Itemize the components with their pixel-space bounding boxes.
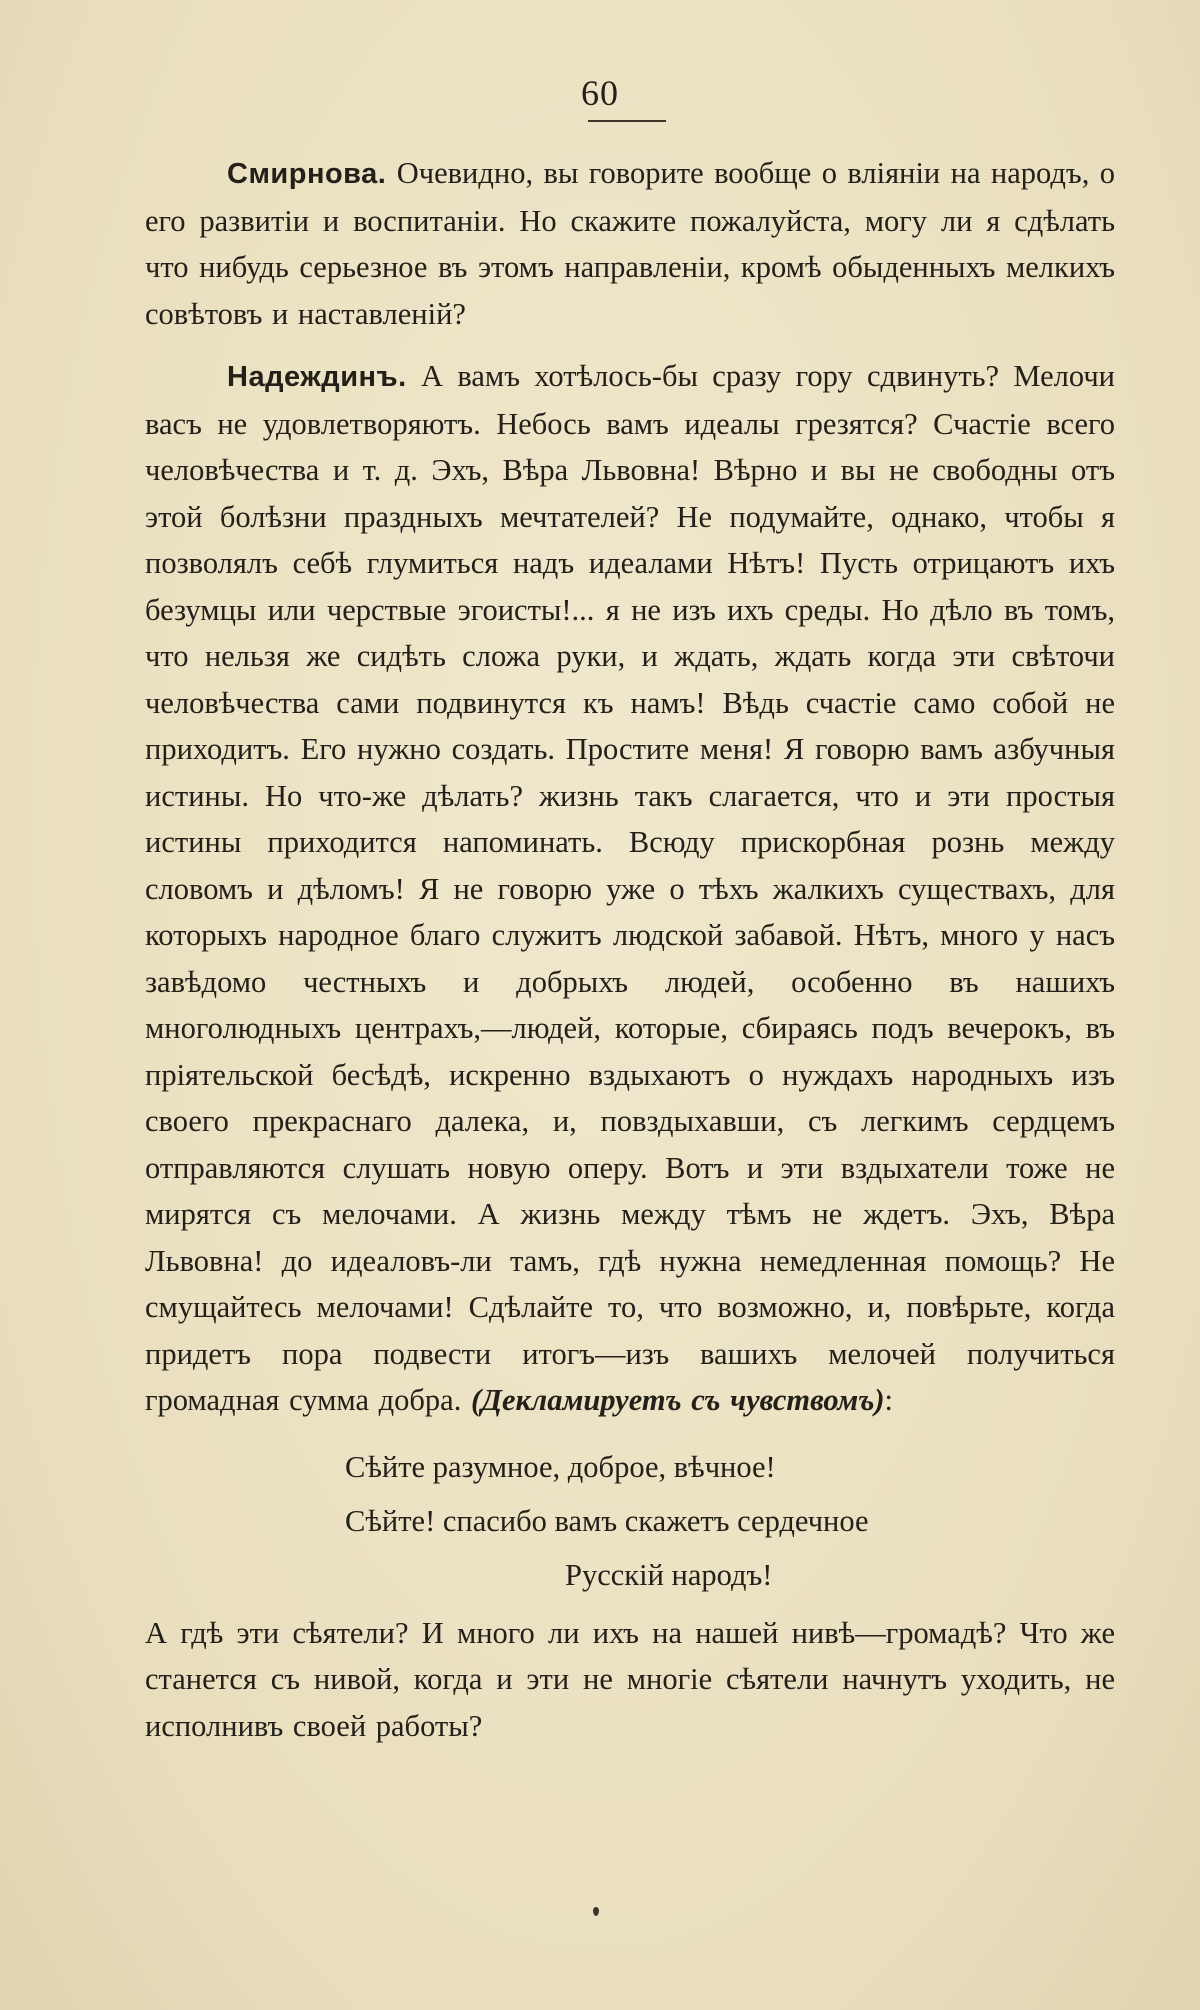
page-number: 60	[581, 73, 619, 113]
speaker-name: Смирнова.	[227, 158, 387, 190]
paragraph-text: Очевидно, вы говорите вообще о вліяніи на народъ, о его развитіи и воспитаніи. Но скажите пожалуйста, могу ли я сдѣлать что нибудь серьезное въ этомъ направленіи, кромѣ обыденныхъ мелкихъ совѣтовъ и наставленій?	[145, 156, 1115, 331]
paragraph-nadezhdin	[145, 353, 1115, 1424]
paragraph-continuation: А гдѣ эти сѣятели? И много ли ихъ на нашей нивѣ—громадѣ? Что же станется съ нивой, когда и эти не многіе сѣятели начнутъ уходить, не исполнивъ своей работы?	[145, 1615, 1115, 1743]
punctuation: :	[884, 1383, 894, 1417]
printer-mark-dot	[593, 1907, 599, 1916]
verse-line: Русскій народъ!	[565, 1557, 773, 1592]
verse-line: Сѣйте разумное, доброе, вѣчное!	[345, 1449, 776, 1484]
page-text	[145, 150, 1115, 1765]
paragraph-text: А вамъ хотѣлось-бы сразу гору сдвинуть? Мелочи васъ не удовлетворяютъ. Небось вамъ идеалы грезятся? Счастіе всего человѣчества и т. д. Эхъ, Вѣра Львовна! Вѣрно и вы не свободны отъ этой болѣзни праздныхъ мечтателей? Не подумайте, однако, чтобы я позволялъ себѣ глумиться надъ идеалами Нѣтъ! Пусть отрицаютъ ихъ безумцы или черствые эгоисты!... я не изъ ихъ среды. Но дѣло въ томъ, что нельзя же сидѣть сложа руки, и ждать, ждать когда эти свѣточи человѣчества сами подвинутся къ намъ! Вѣдь счастіе само собой не приходитъ. Его нужно создать. Простите меня! Я говорю вамъ азбучныя истины. Но что-же дѣлать? жизнь такъ слагается, что и эти простыя истины приходится напоминать. Всюду прискорбная рознь между словомъ и дѣломъ! Я не говорю уже о тѣхъ жалкихъ существахъ, для которыхъ народное благо служитъ людской забавой. Нѣтъ, много у насъ завѣдомо честныхъ и добрыхъ людей, особенно въ нашихъ многолюдныхъ центрахъ,—людей, которые, сбираясь подъ вечерокъ, въ пріятельской бесѣдѣ, искренно вздыхаютъ о нуждахъ народныхъ изъ своего прекраснаго далека, и, повздыхавши, съ легкимъ сердцемъ отправляются слушать новую оперу. Вотъ и эти вздыхатели тоже не мирятся съ мелочами. А жизнь между тѣмъ не ждетъ. Эхъ, Вѣра Львовна! до идеаловъ-ли тамъ, гдѣ нужна немедленная помощь? Не смущайтесь мелочами! Сдѣлайте то, что возможно, и, повѣрьте, когда придетъ пора подвести итогъ—изъ вашихъ мелочей получиться громадная сумма добра.	[145, 359, 1115, 1417]
verse-quote	[145, 1440, 1115, 1602]
paragraph-smirnova	[145, 150, 1115, 337]
stage-direction: (Декламируетъ съ чувствомъ)	[470, 1383, 885, 1417]
speaker-name: Надеждинъ.	[227, 361, 407, 393]
page-number-rule	[588, 120, 666, 122]
verse-line: Сѣйте! спасибо вамъ скажетъ сердечное	[345, 1503, 869, 1538]
